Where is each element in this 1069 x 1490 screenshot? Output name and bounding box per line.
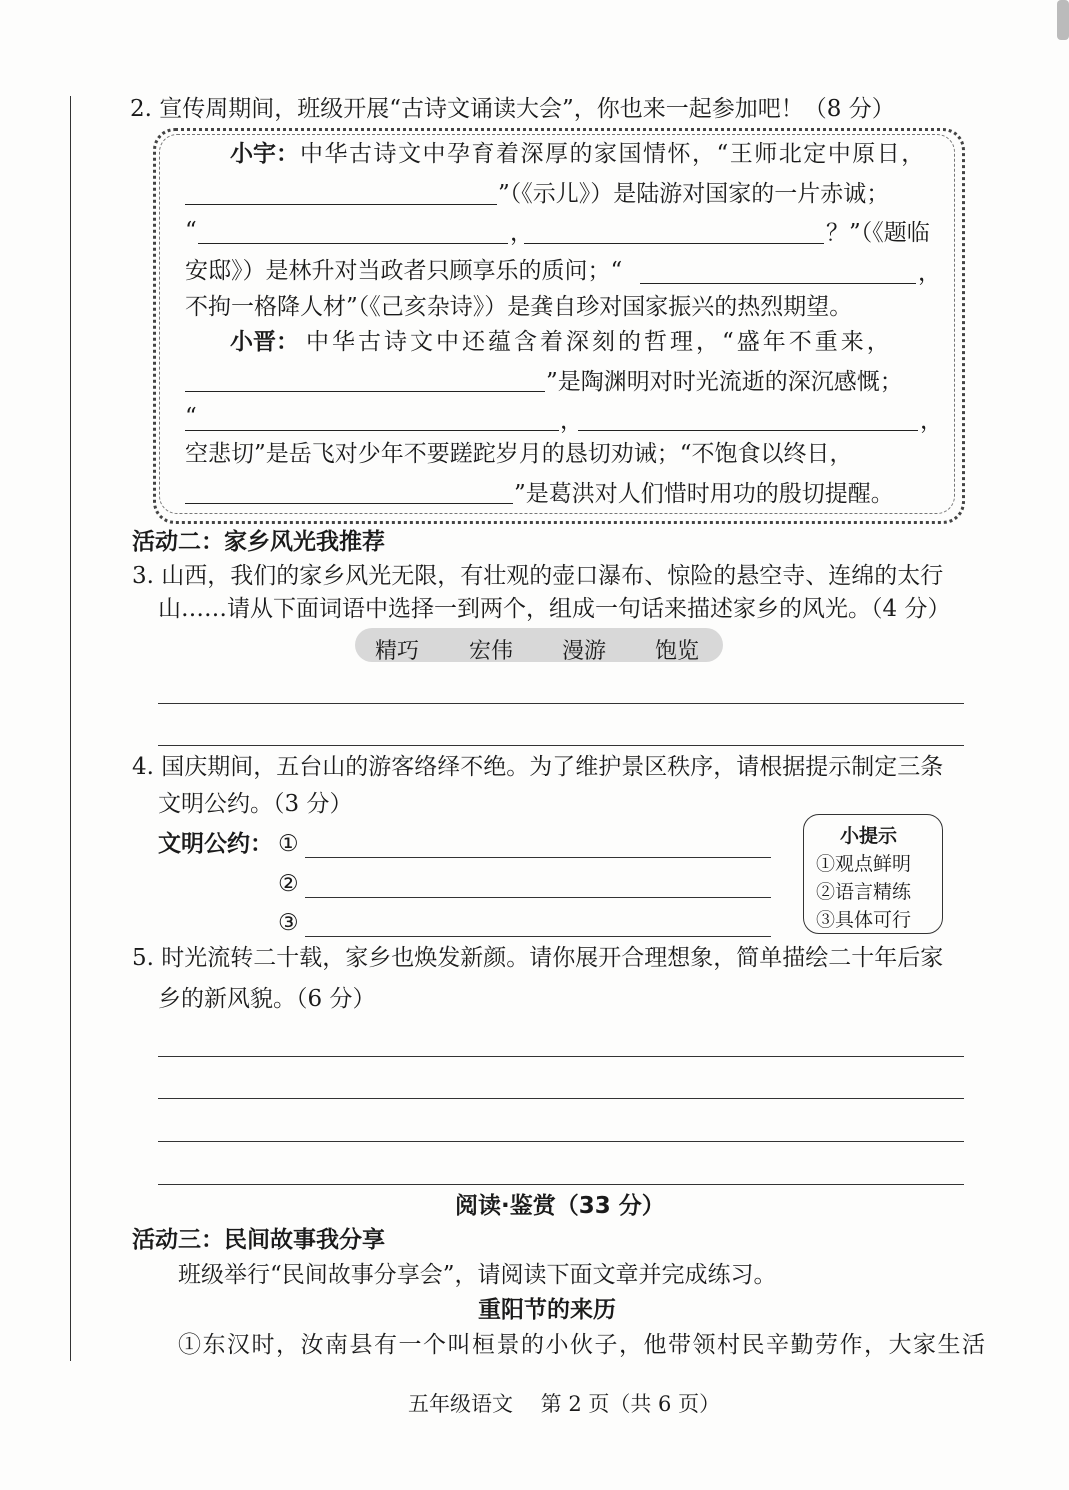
blank-6[interactable]	[185, 430, 559, 431]
convention-num-1: ①	[278, 831, 299, 857]
blank-3[interactable]	[524, 243, 824, 244]
word-option: 漫游	[562, 639, 607, 664]
word-option: 精巧	[375, 639, 420, 664]
q3-answer-line[interactable]	[158, 703, 964, 704]
q2-line4-comma: ，	[918, 260, 941, 286]
q2-line7: ”是陶渊明对时光流逝的深沉感慨；	[546, 369, 903, 395]
blank-8[interactable]	[185, 503, 513, 504]
q2-line3-open: “	[185, 218, 197, 244]
q4-line1: 4. 国庆期间，五台山的游客络绎不绝。为了维护景区秩序，请根据提示制定三条	[132, 754, 944, 780]
q5-answer-line[interactable]	[158, 1056, 964, 1057]
q2-line10: ”是葛洪对人们惜时用功的殷切提醒。	[514, 481, 894, 507]
q2-line3-comma: ，	[510, 220, 533, 246]
word-option: 宏伟	[469, 639, 514, 664]
reading-intro: 班级举行“民间故事分享会”，请阅读下面文章并完成练习。	[178, 1262, 777, 1288]
tip-item: ①观点鲜明	[816, 853, 912, 875]
tips-title: 小提示	[840, 825, 898, 847]
tip-item: ②语言精练	[816, 881, 912, 903]
q5-answer-line[interactable]	[158, 1141, 964, 1142]
convention-line-3[interactable]	[305, 936, 771, 937]
q4-line2: 文明公约。（3 分）	[158, 791, 353, 817]
tip-item: ③具体可行	[816, 909, 912, 931]
word-bank	[355, 628, 723, 662]
q2-line8-comma2: ，	[920, 408, 943, 434]
speaker-xiaoyu: 小宇：	[230, 141, 299, 167]
section-heading: 阅读·鉴赏（33 分）	[455, 1193, 665, 1219]
q2-line2: ”（《示儿》）是陆游对国家的一片赤诚；	[498, 181, 890, 207]
q5-line2: 乡的新风貌。（6 分）	[158, 986, 376, 1012]
q2-line3-end: ？”（《题临	[826, 220, 930, 246]
margin-line	[70, 96, 71, 1361]
blank-7[interactable]	[578, 430, 918, 431]
convention-line-1[interactable]	[305, 857, 771, 858]
q5-answer-line[interactable]	[158, 1184, 964, 1185]
q2-line5: 不拘一格降人材”（《己亥杂诗》）是龚自珍对国家振兴的热烈期望。	[185, 294, 853, 320]
convention-num-3: ③	[278, 910, 299, 936]
q2-title: 2. 宣传周期间，班级开展“古诗文诵读大会”，你也来一起参加吧！（8 分）	[130, 96, 895, 122]
q2-line4: 安邸》）是林升对当政者只顾享乐的质问；“	[185, 258, 623, 284]
q3-line2: 山……请从下面词语中选择一到两个，组成一句话来描述家乡的风光。（4 分）	[158, 596, 951, 622]
story-title: 重阳节的来历	[478, 1297, 616, 1323]
q2-line9: 空悲切”是岳飞对少年不要蹉跎岁月的恳切劝诫；“不饱食以终日，	[185, 441, 853, 467]
blank-4[interactable]	[640, 283, 916, 284]
speaker-xiaojin: 小晋：	[230, 329, 299, 355]
activity3-heading: 活动三：民间故事我分享	[132, 1227, 385, 1253]
blank-1[interactable]	[185, 204, 497, 205]
q2-line6: 中华古诗文中还蕴含着深刻的哲理，“盛年不重来，	[306, 329, 893, 355]
page-footer: 五年级语文 第 2 页（共 6 页）	[408, 1392, 721, 1416]
convention-line-2[interactable]	[305, 897, 771, 898]
scan-edge-mark	[1057, 0, 1069, 40]
tips-box	[803, 814, 943, 934]
convention-label: 文明公约：	[158, 831, 273, 857]
q2-line8-comma: ，	[560, 408, 583, 434]
story-paragraph-1: ①东汉时，汝南县有一个叫桓景的小伙子，他带领村民辛勤劳作，大家生活	[178, 1332, 987, 1358]
activity2-heading: 活动二：家乡风光我推荐	[132, 529, 385, 555]
q2-line1: 中华古诗文中孕育着深厚的家国情怀，“王师北定中原日，	[300, 141, 926, 167]
q2-line8-open: “	[185, 404, 197, 430]
blank-5[interactable]	[185, 391, 545, 392]
q5-line1: 5. 时光流转二十载，家乡也焕发新颜。请你展开合理想象，简单描绘二十年后家	[132, 945, 944, 971]
q5-answer-line[interactable]	[158, 1098, 964, 1099]
q3-answer-line[interactable]	[158, 745, 964, 746]
q3-line1: 3. 山西，我们的家乡风光无限，有壮观的壶口瀑布、惊险的悬空寺、连绵的太行	[132, 563, 944, 589]
word-option: 饱览	[655, 639, 700, 664]
convention-num-2: ②	[278, 871, 299, 897]
blank-2[interactable]	[198, 243, 508, 244]
